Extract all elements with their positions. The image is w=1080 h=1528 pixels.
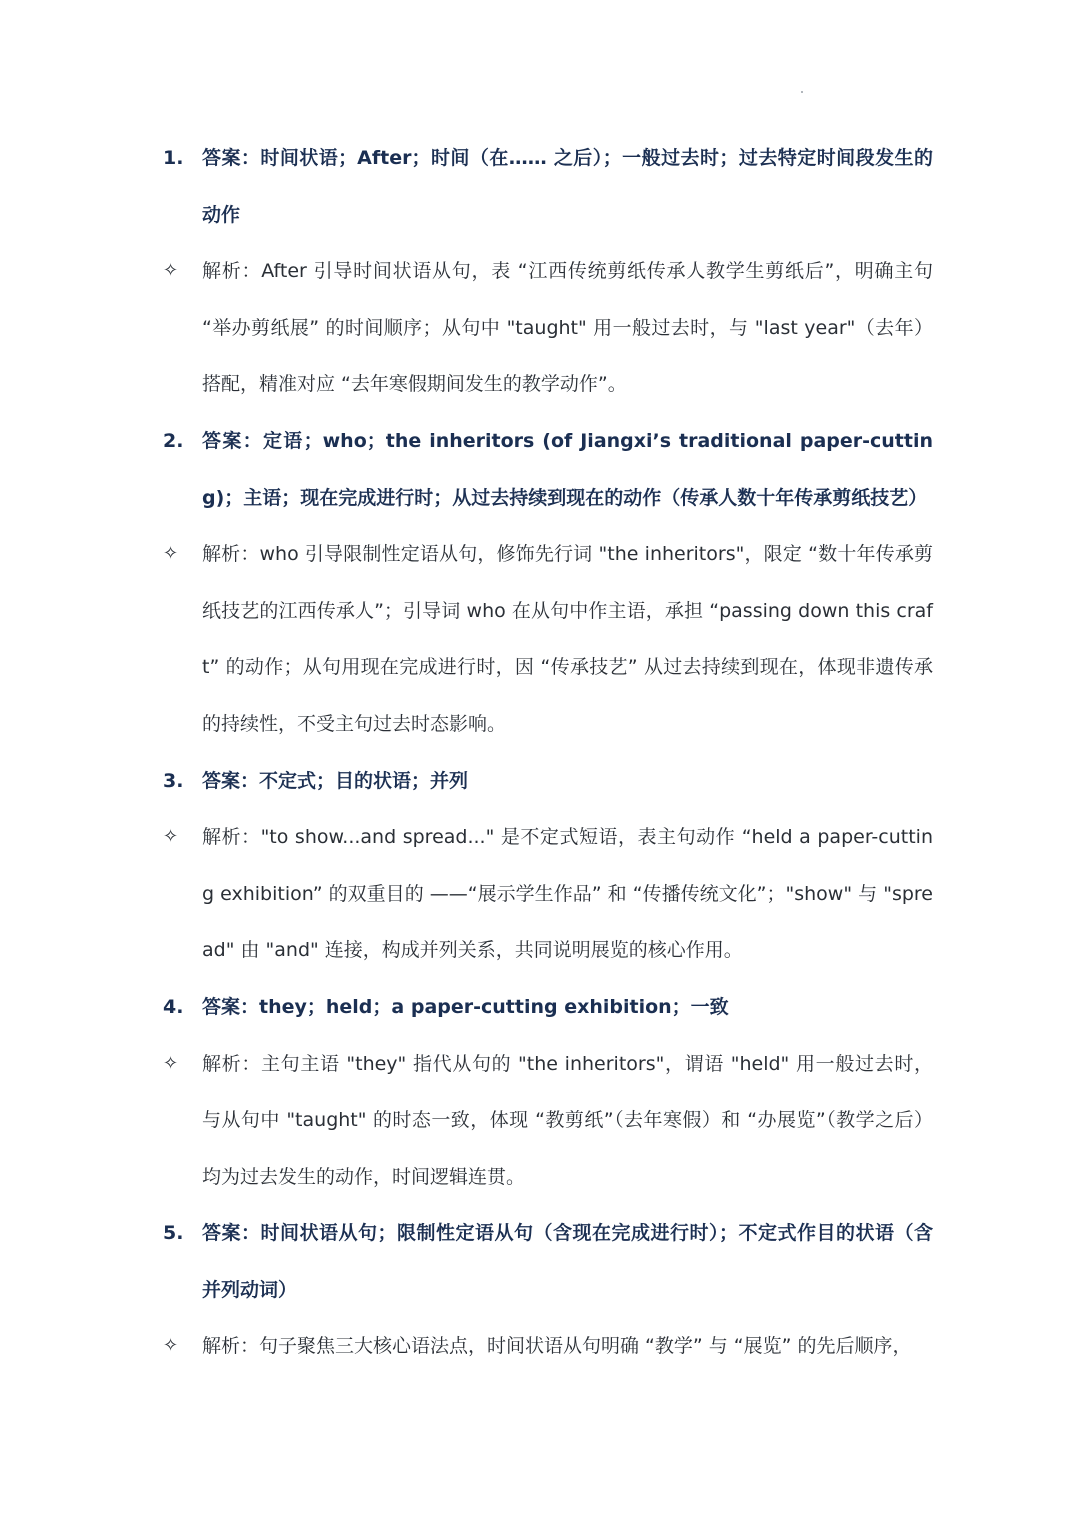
answer-item-2 — [163, 413, 933, 753]
answer-row — [163, 753, 933, 810]
explanation-text: 解析："to show...and spread..." 是不定式短语，表主句动作 “held a paper-cutting exhibition” 的双重目的 ——“展示学生作品” 和 “传播传统文化”；"show" 与 "spread" 由 "and" 连接，构成并列关系，共同说明展览的核心作用。 — [202, 826, 933, 962]
answer-text: 答案：they；held；a paper-cutting exhibition；一致 — [202, 995, 729, 1018]
sparkle-bullet-icon: ✧ — [163, 543, 179, 565]
answer-item-4 — [163, 979, 933, 1205]
answer-text: 答案：时间状语；After；时间（在…… 之后）；一般过去时；过去特定时间段发生的动作 — [202, 147, 933, 226]
explanation-text: 解析：After 引导时间状语从句，表 “江西传统剪纸传承人教学生剪纸后”，明确主句 “举办剪纸展” 的时间顺序；从句中 "taught" 用一般过去时，与 "last year"（去年）搭配，精准对应 “去年寒假期间发生的教学动作”。 — [202, 260, 933, 396]
explanation-row — [163, 1036, 933, 1206]
answer-item-3 — [163, 753, 933, 979]
answer-text: 答案：定语；who；the inheritors (of Jiangxi’s traditional paper-cutting)；主语；现在完成进行时；从过去持续到现在的动作（传承人数十年传承剪纸技艺） — [202, 429, 933, 509]
explanation-text: 解析：who 引导限制性定语从句，修饰先行词 "the inheritors"，限定 “数十年传承剪纸技艺的江西传承人”；引导词 who 在从句中作主语，承担 “passing down this craft” 的动作；从句用现在完成进行时，因 “传承技艺” 从过去持续到现在，体现非遗传承的持续性，不受主句过去时态影响。 — [202, 543, 933, 735]
explanation-row — [163, 1318, 933, 1375]
answer-text: 答案：不定式；目的状语；并列 — [202, 769, 469, 792]
explanation-text: 解析：句子聚焦三大核心语法点，时间状语从句明确 “教学” 与 “展览” 的先后顺序， — [202, 1335, 912, 1358]
item-number: 1. — [163, 147, 184, 169]
sparkle-bullet-icon: ✧ — [163, 1052, 179, 1074]
explanation-row — [163, 809, 933, 979]
answer-item-1 — [163, 130, 933, 413]
item-number: 4. — [163, 995, 184, 1018]
item-number: 5. — [163, 1222, 184, 1245]
answer-row — [163, 979, 933, 1036]
explanation-text: 解析：主句主语 "they" 指代从句的 "the inheritors"，谓语 "held" 用一般过去时，与从句中 "taught" 的时态一致，体现 “教剪纸”（去年寒假）和 “办展览”（教学之后）均为过去发生的动作，时间逻辑连贯。 — [202, 1052, 933, 1188]
answer-row — [163, 1205, 933, 1318]
sparkle-bullet-icon: ✧ — [163, 826, 179, 848]
sparkle-bullet-icon: ✧ — [163, 1335, 179, 1357]
item-number: 3. — [163, 769, 184, 792]
answer-row — [163, 413, 933, 526]
answer-item-5 — [163, 1205, 933, 1375]
answer-list — [163, 130, 933, 1375]
answer-row — [163, 130, 933, 243]
explanation-row — [163, 243, 933, 413]
item-number: 2. — [163, 429, 184, 452]
answer-text: 答案：时间状语从句；限制性定语从句（含现在完成进行时）；不定式作目的状语（含并列动词） — [202, 1222, 933, 1301]
scan-dot — [801, 91, 803, 93]
explanation-row — [163, 526, 933, 752]
sparkle-bullet-icon: ✧ — [163, 260, 179, 282]
